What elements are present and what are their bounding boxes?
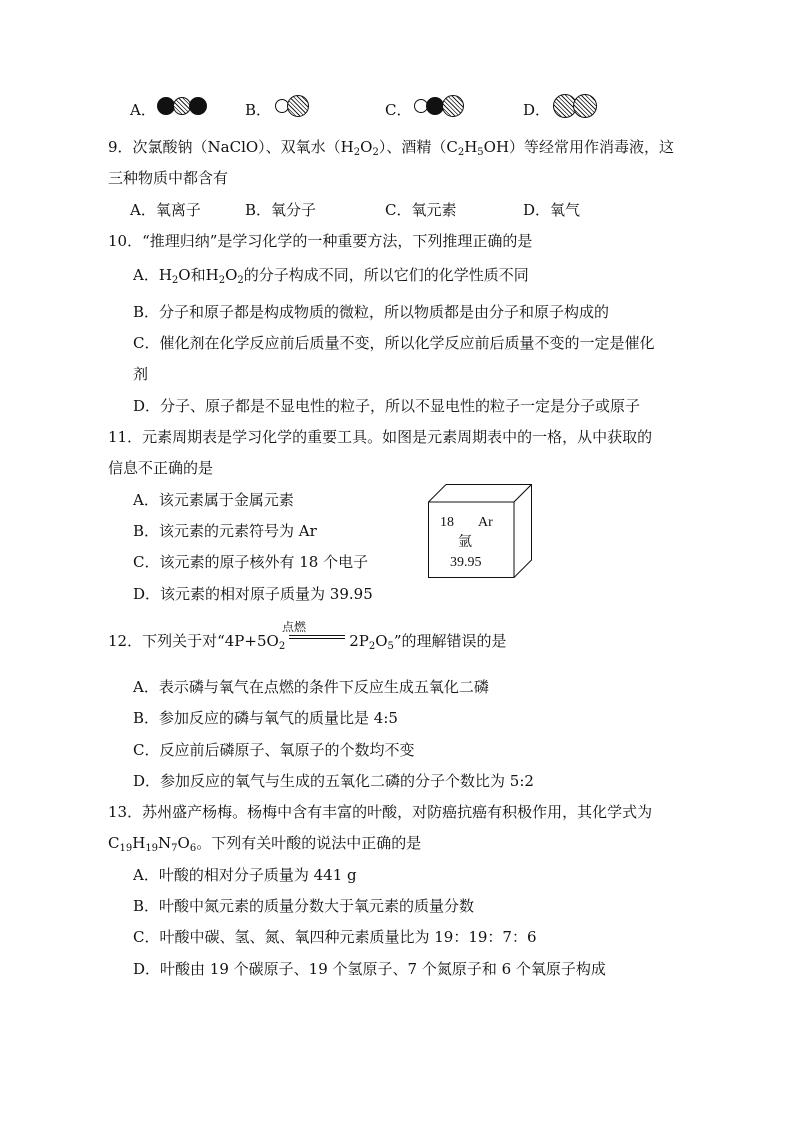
q9-option-c: C．氧元素 bbox=[385, 201, 457, 219]
q13-stem-line-2: $C_{19}H_{19}N_7O_6$。下列有关叶酸的说法中正确的是 bbox=[108, 834, 422, 854]
q12-option-b: B．参加反应的磷与氧气的质量比是 4:5 bbox=[133, 709, 398, 727]
q10-option-c-line-2: 剂 bbox=[133, 365, 149, 383]
q8-option-a-letter: A． bbox=[130, 101, 156, 119]
q12-option-c: C．反应前后磷原子、氧原子的个数均不变 bbox=[133, 741, 415, 759]
hatched-atom-icon bbox=[287, 95, 309, 117]
element-symbol: Ar bbox=[478, 515, 493, 530]
atomic-mass: 39.95 bbox=[450, 555, 482, 570]
q12-option-d: D．参加反应的氧气与生成的五氧化二磷的分子个数比为 5:2 bbox=[133, 772, 534, 790]
q11-option-d: D．该元素的相对原子质量为 39.95 bbox=[133, 585, 373, 603]
hatched-atom-icon bbox=[573, 94, 597, 118]
q9-option-a: A．氧离子 bbox=[130, 201, 201, 219]
q10-option-d: D．分子、原子都是不显电性的粒子，所以不显电性的粒子一定是分子或原子 bbox=[133, 397, 641, 415]
q10-option-a: A．$H_2O$和$H_2O_2$的分子构成不同，所以它们的化学性质不同 bbox=[133, 266, 529, 286]
q9-option-d: D．氧气 bbox=[523, 201, 581, 219]
q11-option-a: A．该元素属于金属元素 bbox=[133, 491, 294, 509]
q11-stem-line-1: 11．元素周期表是学习化学的重要工具。如图是元素周期表中的一格，从中获取的 bbox=[108, 428, 653, 446]
q13-option-a: A．叶酸的相对分子质量为 441 g bbox=[133, 866, 357, 884]
atomic-number: 18 bbox=[440, 515, 454, 530]
q13-option-c: C．叶酸中碳、氢、氮、氧四种元素质量比为 19：19：7：6 bbox=[133, 928, 537, 946]
q11-stem-line-2: 信息不正确的是 bbox=[108, 459, 214, 477]
hatched-atom-icon bbox=[442, 95, 464, 117]
q9-stem-line-1: 9．次氯酸钠（NaClO）、双氧水$(H_2O_2)$、酒精$(C_2H_5OH)$等经常用作消毒液，这 bbox=[108, 138, 675, 158]
black-atom-icon bbox=[189, 97, 207, 115]
reaction-condition: 点燃 bbox=[282, 620, 307, 634]
q8-option-c-letter: C． bbox=[385, 101, 412, 119]
q8-option-d-letter: D． bbox=[523, 101, 551, 119]
q13-stem-line-1: 13．苏州盛产杨梅。杨梅中含有丰富的叶酸，对防癌抗癌有积极作用，其化学式为 bbox=[108, 803, 653, 821]
q11-option-c: C．该元素的原子核外有 18 个电子 bbox=[133, 553, 369, 571]
q11-option-b: B．该元素的元素符号为 Ar bbox=[133, 522, 317, 540]
q13-option-d: D．叶酸由 19 个碳原子、19 个氢原子、7 个氮原子和 6 个氧原子构成 bbox=[133, 960, 606, 978]
q12-option-a: A．表示磷与氧气在点燃的条件下反应生成五氧化二磷 bbox=[133, 678, 489, 696]
q9-option-b: B．氧分子 bbox=[245, 201, 317, 219]
periodic-table-cell bbox=[428, 484, 532, 578]
q10-option-c-line-1: C．催化剂在化学反应前后质量不变，所以化学反应前后质量不变的一定是催化 bbox=[133, 334, 655, 352]
q10-stem: 10．“推理归纳”是学习化学的一种重要方法，下列推理正确的是 bbox=[108, 232, 533, 250]
element-name: 氩 bbox=[458, 534, 472, 550]
q10-option-b: B．分子和原子都是构成物质的微粒，所以物质都是由分子和原子构成的 bbox=[133, 303, 610, 321]
q9-stem-line-2: 三种物质中都含有 bbox=[108, 169, 229, 187]
q12-stem: 12．下列关于对“$4P+5O_2$ $2P_2O_5$”的理解错误的是 bbox=[108, 632, 507, 652]
q13-option-b: B．叶酸中氮元素的质量分数大于氧元素的质量分数 bbox=[133, 897, 475, 915]
q8-option-b-letter: B． bbox=[245, 101, 272, 119]
